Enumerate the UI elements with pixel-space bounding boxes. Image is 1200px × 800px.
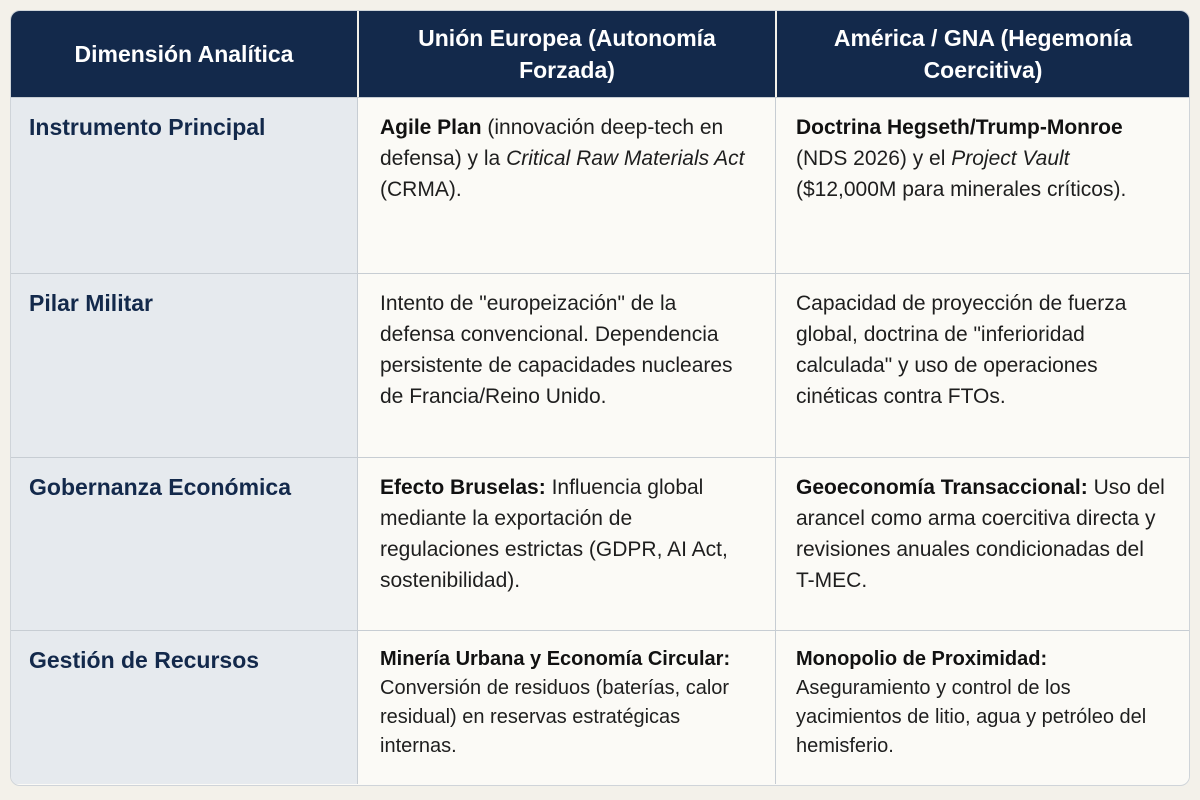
eu-cell-italic: Critical Raw Materials Act bbox=[506, 147, 745, 170]
header-dimension: Dimensión Analítica bbox=[74, 41, 294, 67]
america-cell bbox=[775, 98, 1189, 273]
eu-cell bbox=[357, 98, 775, 273]
eu-cell-text: Influencia global mediante la exportación de regulaciones estrictas (GDPR, AI Act, sostenibilidad). bbox=[380, 476, 728, 592]
america-cell bbox=[775, 631, 1189, 784]
eu-cell bbox=[357, 631, 775, 784]
header-eu: Unión Europea (Autonomía Forzada) bbox=[357, 11, 775, 97]
america-cell-text: Aseguramiento y control de los yacimientos de litio, agua y petróleo del hemisferio. bbox=[796, 677, 1147, 757]
america-cell bbox=[775, 458, 1189, 630]
eu-cell-bold: Agile Plan bbox=[380, 116, 482, 139]
eu-cell-text: Intento de "europeización" de la defensa convencional. Dependencia persistente de capacidades nucleares de Francia/Reino Unido. bbox=[380, 292, 733, 408]
eu-cell bbox=[357, 274, 775, 457]
row-label: Gobernanza Económica bbox=[11, 458, 357, 630]
america-cell-text-2: ($12,000M para minerales críticos). bbox=[796, 178, 1127, 201]
table-row bbox=[11, 630, 1189, 784]
table-row bbox=[11, 273, 1189, 457]
comparison-table bbox=[10, 10, 1190, 786]
america-cell-text: Uso del arancel como arma coercitiva directa y revisiones anuales condicionadas del T-MEC. bbox=[796, 476, 1165, 592]
row-label: Pilar Militar bbox=[11, 274, 357, 457]
america-cell-bold: Monopolio de Proximidad: bbox=[796, 648, 1048, 670]
eu-cell bbox=[357, 458, 775, 630]
table-row bbox=[11, 457, 1189, 630]
row-label: Instrumento Principal bbox=[11, 98, 357, 273]
eu-cell-bold: Efecto Bruselas: bbox=[380, 476, 546, 499]
america-cell-text: Capacidad de proyección de fuerza global, doctrina de "inferioridad calculada" y uso de operaciones cinéticas contra FTOs. bbox=[796, 292, 1127, 408]
row-label: Gestión de Recursos bbox=[11, 631, 357, 784]
eu-cell-text: Conversión de residuos (baterías, calor residual) en reservas estratégicas internas. bbox=[380, 677, 730, 757]
america-cell bbox=[775, 274, 1189, 457]
eu-cell-bold: Minería Urbana y Economía Circular: bbox=[380, 648, 731, 670]
header-america: América / GNA (Hegemonía Coercitiva) bbox=[775, 11, 1189, 97]
america-cell-bold: Doctrina Hegseth/Trump-Monroe bbox=[796, 116, 1123, 139]
america-cell-italic: Project Vault bbox=[951, 147, 1070, 170]
table-row bbox=[11, 97, 1189, 273]
table-header-row bbox=[11, 11, 1189, 97]
america-cell-text: (NDS 2026) y el bbox=[796, 147, 952, 170]
america-cell-bold: Geoeconomía Transaccional: bbox=[796, 476, 1088, 499]
eu-cell-text-2: (CRMA). bbox=[380, 178, 462, 201]
eu-cell-text: (innovación deep-tech en defensa) y la bbox=[380, 116, 724, 170]
